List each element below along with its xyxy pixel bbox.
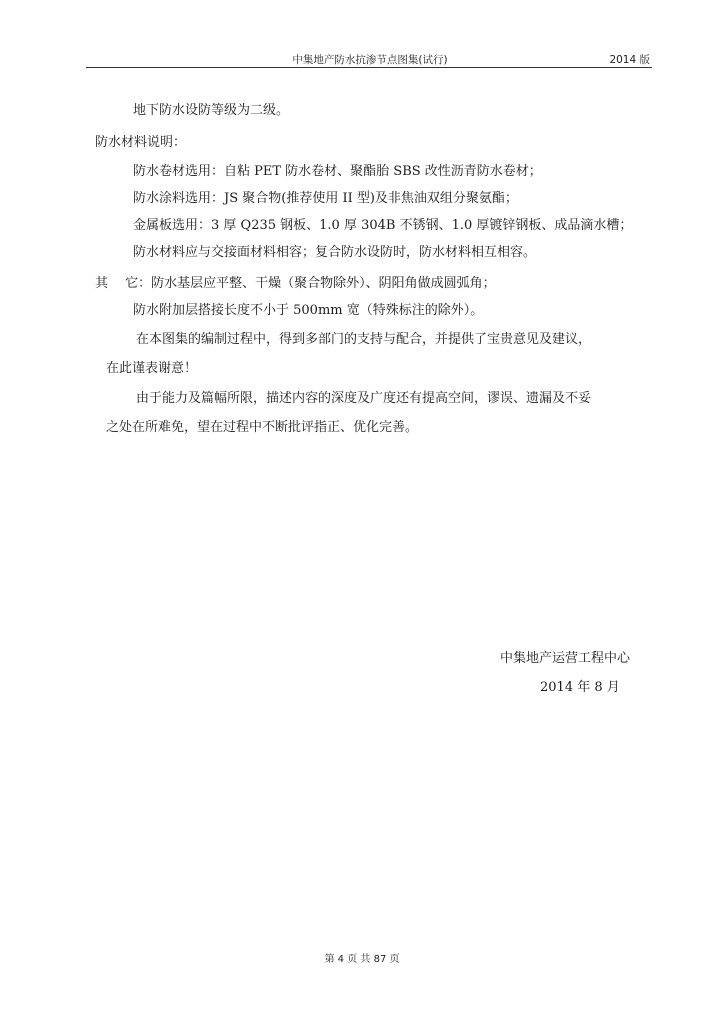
body-line-thanks-cont: 在此谨表谢意！ — [106, 361, 198, 376]
body-line-limitations: 由于能力及篇幅所限，描述内容的深度及广度还有提高空间，谬误、遗漏及不妥 — [136, 391, 592, 406]
body-line-compatibility: 防水材料应与交接面材料相容；复合防水设防时，防水材料相互相容。 — [133, 245, 537, 260]
body-line-materials-heading: 防水材料说明： — [95, 135, 187, 150]
body-line-metal-plate: 金属板选用：3 厚 Q235 钢板、1.0 厚 304B 不锈钢、1.0 厚镀锌钢板、成品滴水槽； — [133, 218, 633, 233]
header-edition: 2014 版 — [609, 54, 650, 66]
page-number: 第 4 页 共 87 页 — [324, 954, 400, 965]
signature-date: 2014 年 8 月 — [540, 680, 620, 695]
body-line-limitations-cont: 之处在所难免，望在过程中不断批评指正、优化完善。 — [106, 420, 419, 435]
body-line-lap-length: 防水附加层搭接长度不小于 500mm 宽（特殊标注的除外）。 — [133, 303, 484, 318]
header-title: 中集地产防水抗渗节点图集(试行) — [292, 54, 448, 66]
signature-organization: 中集地产运营工程中心 — [500, 651, 631, 666]
header-divider — [86, 67, 652, 68]
body-line-other: 其 它：防水基层应平整、干燥（聚合物除外）、阴阳角做成圆弧角； — [95, 276, 496, 291]
body-line-thanks: 在本图集的编制过程中，得到多部门的支持与配合，并提供了宝贵意见及建议， — [136, 332, 592, 347]
body-line-coating: 防水涂料选用：JS 聚合物(推荐使用 II 型)及非焦油双组分聚氨酯； — [133, 191, 518, 206]
body-line-defense-level: 地下防水设防等级为二级。 — [133, 103, 290, 118]
body-line-membrane: 防水卷材选用：自粘 PET 防水卷材、聚酯胎 SBS 改性沥青防水卷材； — [133, 164, 542, 179]
